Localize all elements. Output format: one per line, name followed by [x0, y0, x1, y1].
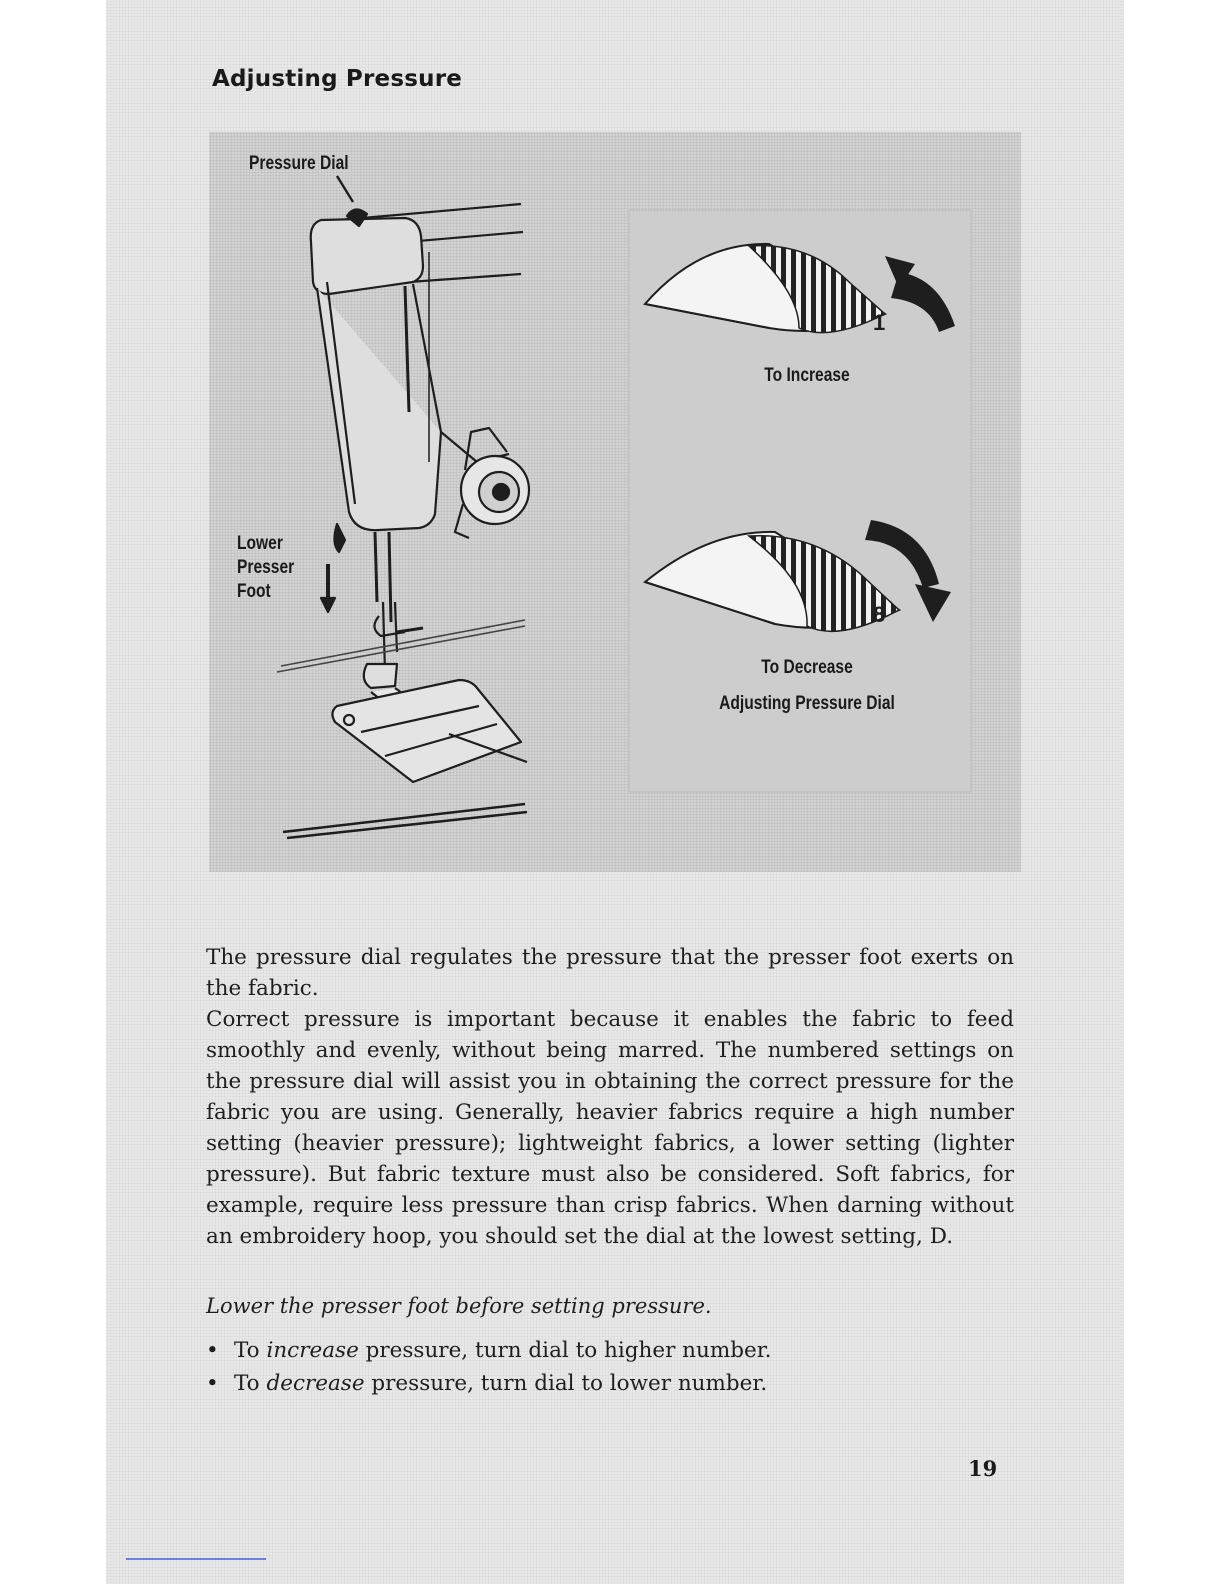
- pressure-dial-figure: [209, 132, 1021, 872]
- label-pressure-dial: Pressure Dial: [249, 153, 349, 174]
- paragraph: Correct pressure is important because it enables the fabric to feed smoothly and evenly, without being marred. The numbered settings on the pressure dial will assist you in obtaining the correct pressure for the fabric you are using. Generally, heavier fabrics require a high number setting (heavier pressure); lightweight fabrics, a lower setting (lighter pressure). But fabric texture must also be considered. Soft fabrics, for example, require less pressure than crisp fabrics. When darning without an embroidery hoop, you should set the dial at the lowest setting, D.: [206, 1007, 1014, 1249]
- body-text: [206, 942, 1014, 1252]
- bullet-prefix: To: [234, 1338, 267, 1363]
- bullet-icon: •: [206, 1371, 219, 1396]
- bullet-icon: •: [206, 1338, 219, 1363]
- bullet-emphasis: decrease: [266, 1371, 365, 1396]
- bullet-list: [206, 1334, 772, 1400]
- dial-number-increase: 1: [873, 310, 886, 335]
- paragraph: The pressure dial regulates the pressure that the presser foot exerts on the fabric.: [206, 945, 1014, 1001]
- label-to-increase: To Increase: [764, 365, 850, 386]
- list-item: [206, 1334, 772, 1367]
- bullet-suffix: pressure, turn dial to higher number.: [358, 1338, 772, 1363]
- label-line: Presser: [237, 557, 295, 578]
- bullet-emphasis: increase: [266, 1338, 359, 1363]
- sewing-machine-illustration: [277, 176, 529, 838]
- label-line: Foot: [237, 581, 271, 602]
- instruction-note: Lower the presser foot before setting pressure.: [206, 1294, 712, 1318]
- label-lower-presser-foot: [237, 532, 307, 604]
- page-title: Adjusting Pressure: [212, 66, 463, 92]
- dial-number-decrease: 8: [873, 602, 886, 627]
- label-to-decrease: To Decrease: [761, 657, 853, 678]
- list-item: [206, 1367, 772, 1400]
- figure-caption: Adjusting Pressure Dial: [719, 693, 895, 714]
- scan-edge-line: [126, 1558, 266, 1560]
- bullet-prefix: To: [234, 1371, 267, 1396]
- page-number: 19: [968, 1456, 998, 1481]
- label-line: Lower: [237, 533, 283, 554]
- figure-illustration: [209, 132, 1021, 872]
- bullet-suffix: pressure, turn dial to lower number.: [364, 1371, 768, 1396]
